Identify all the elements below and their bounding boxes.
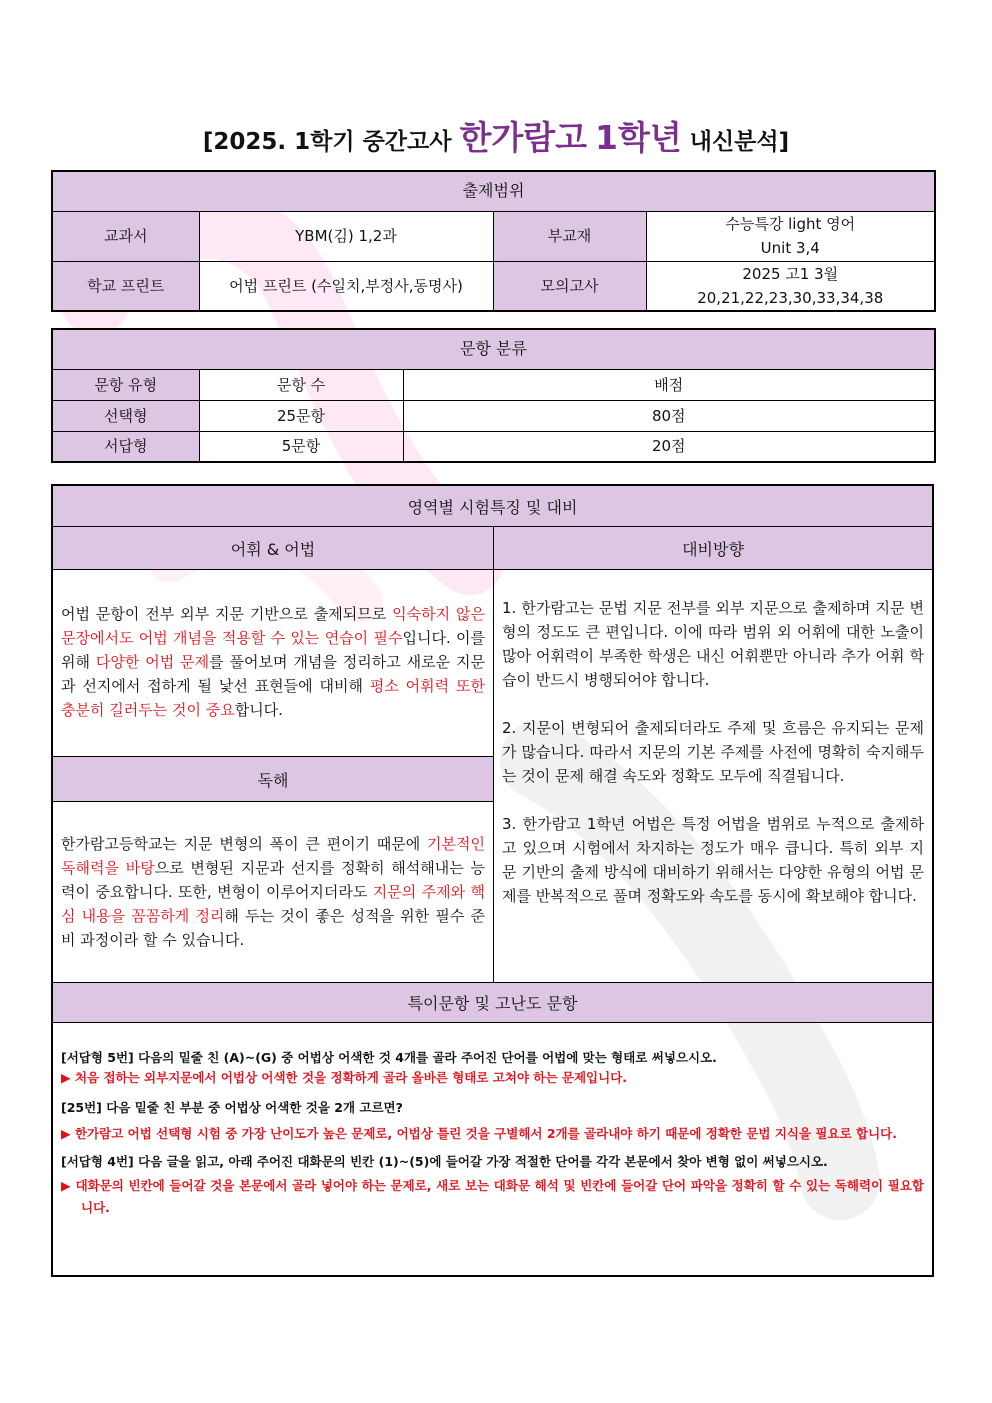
mock-value: 2025 고1 3월 20,21,22,23,30,33,34,38 [646,261,935,311]
classification-header: 문항 분류 [52,329,935,369]
special-question-3: [서답형 4번] 다음 글을 읽고, 아래 주어진 대화문의 빈칸 (1)~(5)에 들어갈 가장 적절한 단어를 각각 본문에서 찾아 변형 없이 써넣으시오. [61,1154,828,1169]
body-text: 으로 변형된 지문과 선지를 정확히 해석해내는 능력이 중요합니다. 또한, 변형이 이루어지더라도 [61,859,485,901]
prep-item-1: 1. 한가람고는 문법 지문 전부를 외부 지문으로 출제하며 지문 변형의 정도도 큰 편입니다. 이에 따라 범위 외 어휘에 대한 노출이 많아 어휘력이 부족한 학생은 내신 어휘뿐만 아니라 추가 어휘 학습이 반드시 병행되어야 합니다. [502,599,924,689]
prep-item-2: 2. 지문이 변형되어 출제되더라도 주제 및 흐름은 유지되는 문제가 많습니다. 따라서 지문의 기본 주제를 사전에 명확히 숙지해두는 것이 문제 해결 속도와 정확도 모두에 직결됩니다. [502,719,924,785]
special-question-2: [25번] 다음 밑줄 친 부분 중 어법상 어색한 것을 2개 고르면? [61,1100,403,1115]
subtext-label: 부교재 [493,211,646,261]
emphasis-text: 다양한 어법 문제 [95,653,210,671]
scope-header: 출제범위 [52,171,935,211]
table-row: 선택형 25문항 80점 [52,400,935,431]
col-header-type: 문항 유형 [52,369,199,400]
emphasis-text: 평소 어휘력 또한 충분히 길러두는 것이 중요 [61,677,485,719]
col-header-count: 문항 수 [199,369,403,400]
special-answer-2: ▶ 한가람고 어법 선택형 시험 중 가장 난이도가 높은 문제로, 어법상 틀린 것을 구별해서 2개를 골라내야 하기 때문에 정확한 문법 지식을 필요로 합니다. [61,1126,897,1141]
emphasis-text: 지문의 주제와 핵심 내용을 꼼꼼하게 정리 [61,883,485,925]
vocab-grammar-text [53,570,494,757]
scope-table [51,170,936,312]
mock-label: 모의고사 [493,261,646,311]
reading-header: 독해 [53,757,494,802]
reading-text [53,802,494,982]
textbook-label: 교과서 [52,211,199,261]
features-header: 영역별 시험특징 및 대비 [53,486,932,527]
textbook-value: YBM(김) 1,2과 [199,211,493,261]
vocab-grammar-header: 어휘 & 어법 [53,527,494,570]
classification-table [51,328,936,463]
body-text: 를 풀어보며 개념을 정리하고 새로운 지문과 선지에서 접하게 될 낯선 표현들에 대비해 [61,653,485,695]
col-header-score: 배점 [403,369,935,400]
features-section [51,484,934,1277]
special-header: 특이문항 및 고난도 문항 [53,982,932,1023]
title-school: 한가람고 [459,118,587,157]
body-text: 합니다. [234,701,283,719]
emphasis-text: 기본적인 독해력을 바탕 [61,835,485,877]
special-question-1: [서답형 5번] 다음의 밑줄 친 (A)~(G) 중 어법상 어색한 것 4개를 골라 주어진 단어를 어법에 맞는 형태로 써넣으시오. [61,1050,717,1065]
table-row: 서답형 5문항 20점 [52,431,935,462]
prep-direction-header: 대비방향 [494,527,932,570]
title-suffix: 내신분석] [681,129,790,155]
subtext-value: 수능특강 light 영어 Unit 3,4 [646,211,935,261]
title-grade: 1학년 [595,118,682,157]
print-label: 학교 프린트 [52,261,199,311]
body-text: 어법 문항이 전부 외부 지문 기반으로 출제되므로 [61,605,393,623]
title-prefix: [2025. 1학기 중간고사 [202,129,460,155]
emphasis-text: 익숙하지 않은 문장에서도 어법 개념을 적용할 수 있는 연습이 필수 [61,605,485,647]
special-answer-1: ▶ 처음 접하는 외부지문에서 어법상 어색한 것을 정확하게 골라 올바른 형태로 고쳐야 하는 문제입니다. [61,1070,628,1085]
special-items [53,1023,932,1275]
prep-direction-text [494,570,932,982]
special-answer-3: ▶ 대화문의 빈칸에 들어갈 것을 본문에서 골라 넣어야 하는 문제로, 새로 보는 대화문 해석 및 빈칸에 들어갈 단어 파악을 정확히 할 수 있는 독해력이 필요합니다. [61,1178,924,1215]
page-title [0,116,992,164]
prep-item-3: 3. 한가람고 1학년 어법은 특정 어법을 범위로 누적으로 출제하고 있으며 시험에서 차지하는 정도가 매우 큽니다. 특히 외부 지문 기반의 출제 방식에 대비하기 위해서는 다양한 유형의 어법 문제를 반복적으로 풀며 정확도와 속도를 동시에 확보해야 합니다. [502,815,924,905]
body-text: 한가람고등학교는 지문 변형의 폭이 큰 편이기 때문에 [61,835,428,853]
print-value: 어법 프린트 (수일치,부정사,동명사) [199,261,493,311]
body-text: 입니다. 이를 위해 [61,629,485,671]
body-text: 해 두는 것이 좋은 성적을 위한 필수 준비 과정이라 할 수 있습니다. [61,907,485,949]
